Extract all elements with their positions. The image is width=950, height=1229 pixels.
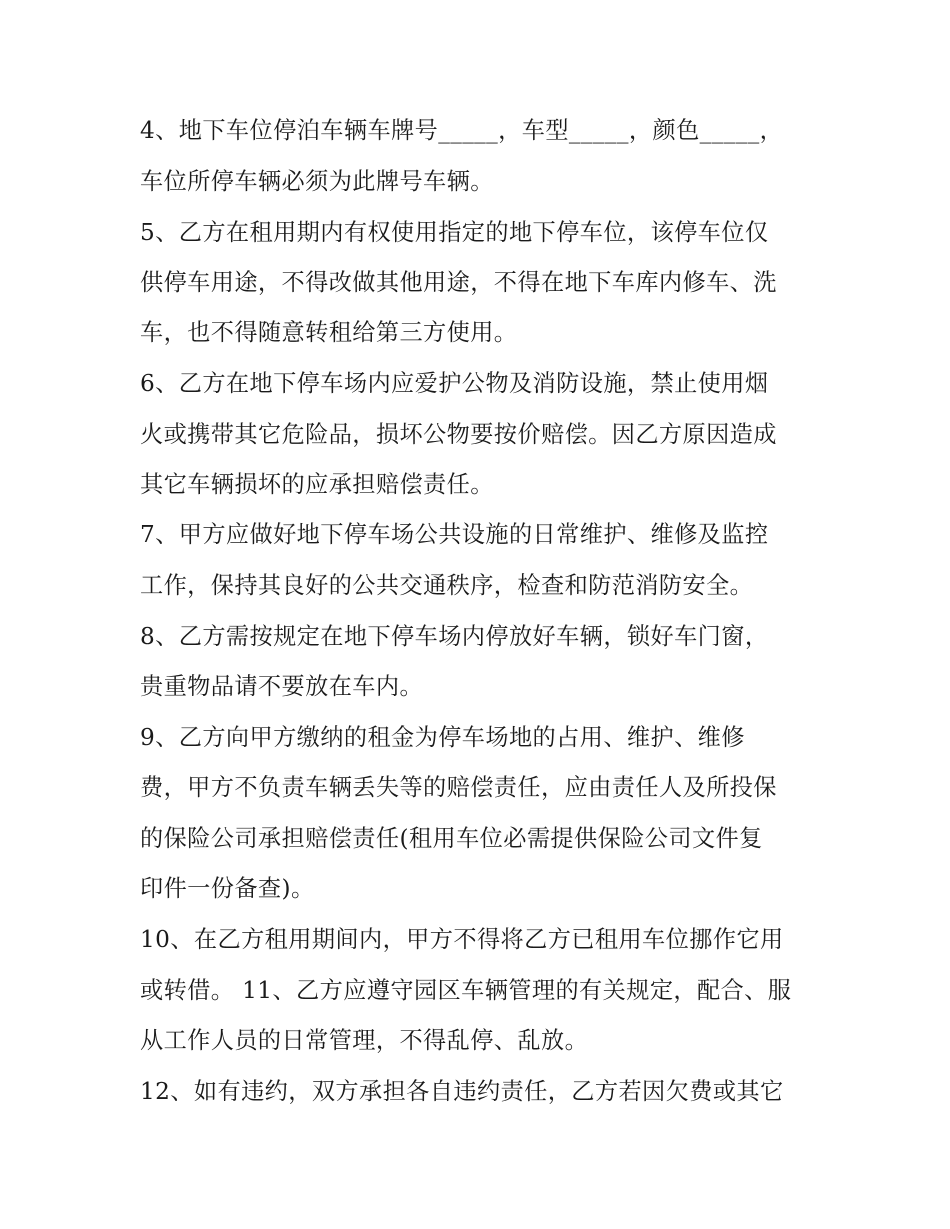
text-line: 车位所停车辆必须为此牌号车辆。 [140,168,494,195]
text-line: 10、在乙方租用期间内，甲方不得将乙方已租用车位挪作它用 [140,926,784,953]
text-line: 贵重物品请不要放在车内。 [140,673,424,700]
text-line: 9、乙方向甲方缴纳的租金为停车场地的占用、维护、维修 [140,724,745,751]
text-line: 火或携带其它危险品，损坏公物要按价赔偿。因乙方原因造成 [140,421,777,448]
text-line: 印件一份备查)。 [140,875,315,902]
text-line: 车，也不得随意转租给第三方使用。 [140,319,518,346]
text-line: 费，甲方不负责车辆丢失等的赔偿责任，应由责任人及所投保 [140,774,777,801]
text-line: 8、乙方需按规定在地下停车场内停放好车辆，锁好车门窗， [140,623,769,650]
text-line: 4、地下车位停泊车辆车牌号_____，车型_____，颜色_____， [140,117,784,144]
text-line: 6、乙方在地下停车场内应爱护公物及消防设施，禁止使用烟 [140,370,769,397]
text-line: 其它车辆损坏的应承担赔偿责任。 [140,471,494,498]
text-line: 的保险公司承担赔偿责任(租用车位必需提供保险公司文件复 [140,825,763,852]
text-line: 12、如有违约，双方承担各自违约责任，乙方若因欠费或其它 [140,1078,784,1105]
text-line: 或转借。 11、乙方应遵守园区车辆管理的有关规定，配合、服 [140,977,792,1004]
text-line: 工作，保持其良好的公共交通秩序，检查和防范消防安全。 [140,572,754,599]
text-line: 7、甲方应做好地下停车场公共设施的日常维护、维修及监控 [140,521,769,548]
text-line: 供停车用途，不得改做其他用途，不得在地下车库内修车、洗 [140,269,777,296]
text-line: 5、乙方在租用期内有权使用指定的地下停车位，该停车位仅 [140,219,769,246]
text-line: 从工作人员的日常管理，不得乱停、乱放。 [140,1027,589,1054]
